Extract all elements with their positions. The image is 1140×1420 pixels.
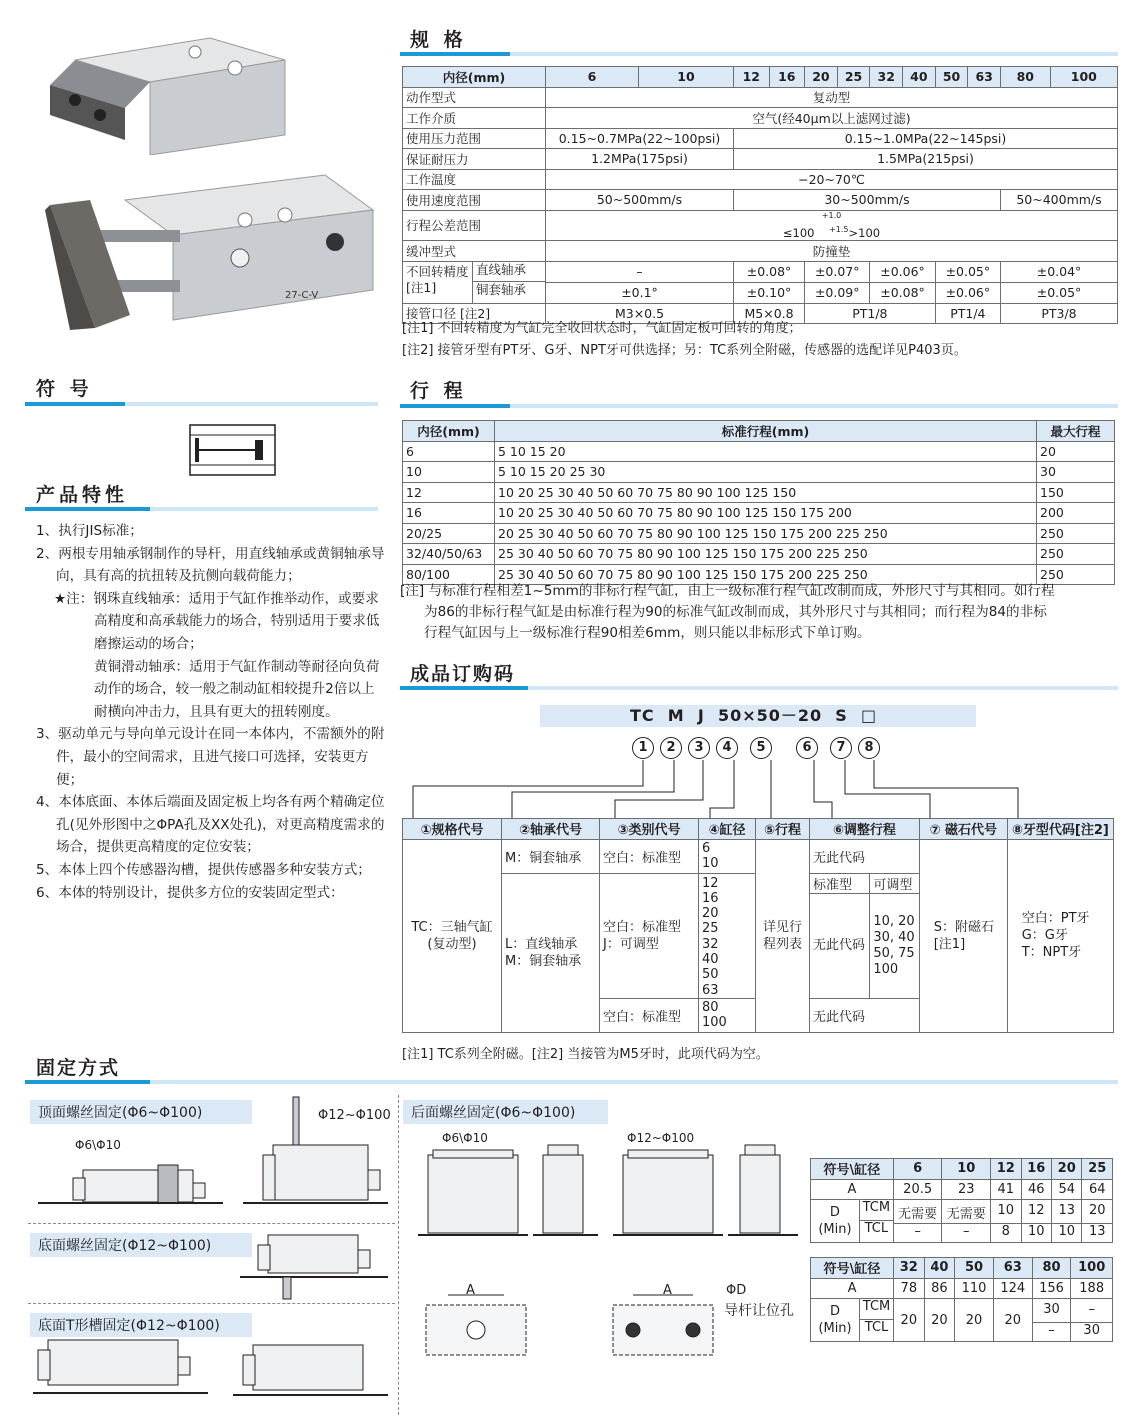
dim-label-a1: A xyxy=(466,1283,475,1298)
mount-underline xyxy=(25,1080,1118,1084)
code-number: 6 xyxy=(796,737,818,759)
mount-tslot-label: 底面T形槽固定(Φ12~Φ100) xyxy=(30,1313,252,1337)
order-row: 无此代码 10, 20 30, 40 50, 75 100 xyxy=(403,894,1114,999)
dim-label-a2: A xyxy=(663,1283,672,1298)
dim-label-guide-hole: 导杆让位孔 xyxy=(724,1303,794,1319)
mount-rear-label: 后面螺丝固定(Φ6~Φ100) xyxy=(403,1100,608,1124)
stroke-table xyxy=(402,420,1115,585)
stroke-row: 10 5 10 15 20 25 30 30 xyxy=(403,462,1115,483)
feature-note-bronze: 黄铜滑动轴承：适用于气缸作制动等耐径向负荷动作的场合，较一般之制动缸相较提升2倍以上耐横向冲击力，且具有更大的扭转刚度。 xyxy=(94,658,380,720)
cylinder-label: 27-C-V xyxy=(285,290,319,301)
feature-1: 1、执行JIS标准； xyxy=(36,523,143,539)
order-note: [注1] TC系列全附磁。[注2] 当接管为M5牙时，此项代码为空。 xyxy=(402,1047,769,1062)
code-number: 7 xyxy=(830,737,852,759)
stroke-row: 12 10 20 25 30 40 50 60 70 75 80 90 100 125 150 150 xyxy=(403,482,1115,503)
spec-table xyxy=(402,66,1118,324)
dim-label-rear-large: Φ12~Φ100 xyxy=(627,1131,695,1145)
stroke-row: 20/25 20 25 30 40 50 60 70 75 80 90 100 125 150 175 200 225 250 250 xyxy=(403,523,1115,544)
nonrot-label: 不回转精度[注1] xyxy=(403,262,473,303)
dim-label-top-small: Φ6\Φ10 xyxy=(75,1138,121,1152)
feature-5: 5、本体上四个传感器沟槽，提供传感器多种安装方式； xyxy=(36,861,371,878)
product-photo-small xyxy=(45,30,290,155)
spec-row-speed: 使用速度范围 50~500mm/s 30~500mm/s 50~400mm/s xyxy=(403,190,1118,211)
dim-row-a: A 78 86 110 124 156 188 xyxy=(811,1278,1113,1299)
spec-row-tolerance: 行程公差范围 $^{+1.0}$ ≤100 $^{+1.5}$>100 xyxy=(403,210,1118,241)
dim-label-rear-small: Φ6\Φ10 xyxy=(442,1131,488,1145)
stroke-heading: 行 程 xyxy=(410,380,467,402)
order-leader-lines xyxy=(400,758,1120,820)
dim-row-tcm: D (Min) TCM TCL 无需要 – 无需要 – 10 8 12 10 13 10 20 13 xyxy=(811,1200,1113,1243)
spec-header-row: 内径(mm) 6 10 12 16 20 25 32 40 50 63 80 100 xyxy=(403,67,1118,88)
order-heading: 成品订购码 xyxy=(410,663,516,685)
spec-row-action: 动作型式 复动型 xyxy=(403,87,1118,108)
symbol-underline xyxy=(25,402,378,406)
stroke-note-2: 为86的非标行程气缸是由标准行程为90的标准气缸改制而成，其外形尺寸与其相同；而行程为84的非标 xyxy=(424,604,1047,620)
feature-6: 6、本体的特别设计，提供多方位的安装固定型式： xyxy=(36,884,344,901)
stroke-underline xyxy=(400,404,1118,408)
dim-header-row: 符号\缸径 32 40 50 63 80 100 xyxy=(811,1258,1113,1279)
pneumatic-symbol xyxy=(185,420,285,480)
order-header-row: ①规格代号 ②轴承代号 ③类别代号 ④缸径 ⑤行程 ⑥调整行程 ⑦ 磁石代号 ⑧牙型代码[注2] xyxy=(403,819,1114,840)
stroke-row: 16 10 20 25 30 40 50 60 70 75 80 90 100 125 150 175 200 200 xyxy=(403,503,1115,524)
spec-row-pressure: 使用压力范围 0.15~0.7MPa(22~100psi) 0.15~1.0MPa(22~145psi) xyxy=(403,128,1118,149)
feature-4: 4、本体底面、本体后端面及固定板上均各有两个精确定位孔(见外形图中之ΦPA孔及XX处孔)，对更高精度需求的场合，提供更高精度的定位安装； xyxy=(36,794,385,856)
order-row: TC：三轴气缸(复动型) M：铜套轴承 空白：标准型 6 10 详见行程列表 无此代码 S：附磁石[注1] 空白：PT牙 G：G牙 T：NPT牙 xyxy=(403,839,1114,873)
order-row: L：直线轴承 M：铜套轴承 空白：标准型 J：可调型 12 16 20 25 32 40 50 63 标准型 可调型 xyxy=(403,873,1114,894)
spec-row-port: 接管口径 [注2] M3×0.5 M5×0.8 PT1/8 PT1/4 PT3/8 xyxy=(403,303,1118,324)
mount-heading: 固定方式 xyxy=(36,1057,121,1079)
code-number: 1 xyxy=(632,737,654,759)
spec-note-2: [注2] 接管牙型有PT牙、G牙、NPT牙可供选择；另：TC系列全附磁，传感器的选配详见P403页。 xyxy=(402,343,967,358)
spec-note-1: [注1] 不回转精度为气缸完全收回状态时，气缸固定板可回转的角度； xyxy=(402,321,802,336)
feature-note-linear: ★注：钢珠直线轴承：适用于气缸作推举动作，或要求高精度和高承载能力的场合，特别适用于要求低磨擦运动的场合； xyxy=(54,590,380,652)
dim-label-phi-d: ΦD xyxy=(726,1283,747,1298)
features-heading: 产品特性 xyxy=(36,484,129,506)
spec-row-proof: 保证耐压力 1.2MPa(175psi) 1.5MPa(215psi) xyxy=(403,149,1118,170)
mount-top-label: 顶面螺丝固定(Φ6~Φ100) xyxy=(30,1100,252,1124)
dim-table-1 xyxy=(810,1158,1113,1243)
stroke-header-row: 内径(mm) 标准行程(mm) 最大行程 xyxy=(403,421,1115,442)
spec-row-fluid: 工作介质 空气(经40μm以上滤网过滤) xyxy=(403,108,1118,129)
dim-d-min: D (Min) xyxy=(818,1205,852,1237)
symbol-heading: 符 号 xyxy=(36,378,93,400)
spec-heading: 规 格 xyxy=(410,29,467,51)
feature-3: 3、驱动单元与导向单元设计在同一本体内，不需额外的附件，最小的空间需求，且进气接口可选择，安装更方便； xyxy=(36,726,385,788)
dim-header-row: 符号\缸径 6 10 12 16 20 25 xyxy=(811,1159,1113,1180)
stroke-note-1: [注] 与标准行程相差1~5mm的非标行程气缸，由上一级标准行程气缸改制而成，外形尺寸与其相同。如行程 xyxy=(400,583,1055,599)
spec-row-bronze: ±0.1° ±0.10° ±0.09° ±0.08° ±0.06° ±0.05° xyxy=(403,282,1118,303)
order-table xyxy=(402,818,1114,1033)
code-number: 3 xyxy=(688,737,710,759)
spec-row-linear: 不回转精度[注1] 直线轴承 铜套轴承 – ±0.08° ±0.07° ±0.06° ±0.05° ±0.04° xyxy=(403,261,1118,282)
spec-row-temp: 工作温度 −20~70℃ xyxy=(403,169,1118,190)
dim-label-top-large: Φ12~Φ100 xyxy=(318,1108,391,1123)
order-row: 空白：标准型 80 100 无此代码 xyxy=(403,998,1114,1032)
stroke-row: 6 5 10 15 20 20 xyxy=(403,441,1115,462)
order-underline xyxy=(400,686,1118,690)
spec-underline xyxy=(400,52,1118,56)
dim-row-a: A 20.5 23 41 46 54 64 xyxy=(811,1179,1113,1200)
stroke-row: 32/40/50/63 25 30 40 50 60 70 75 80 90 100 125 150 175 200 225 250 250 xyxy=(403,544,1115,565)
feature-2: 2、两根专用轴承钢制作的导杆，用直线轴承或黄铜轴承导向，具有高的抗扭转及抗侧向载荷能力； xyxy=(36,545,385,585)
code-number: 2 xyxy=(660,737,682,759)
stroke-row: 80/100 25 30 40 50 60 70 75 80 90 100 125 150 175 200 225 250 250 xyxy=(403,564,1115,585)
mount-drawings xyxy=(28,1095,803,1420)
code-number: 4 xyxy=(716,737,738,759)
dim-table-2 xyxy=(810,1257,1113,1342)
order-code-numbers xyxy=(632,736,886,759)
dim-row-tcm: D (Min) TCM TCL 20 20 20 20 30 – – 30 xyxy=(811,1299,1113,1342)
spec-row-cushion: 缓冲型式 防撞垫 xyxy=(403,241,1118,262)
code-number: 8 xyxy=(858,737,880,759)
features-underline xyxy=(25,507,378,511)
stroke-note-3: 行程气缸因与上一级标准行程90相差6mm，则只能以非标形式下单订购。 xyxy=(424,625,871,641)
code-number: 5 xyxy=(750,737,772,759)
mount-bottom-label: 底面螺丝固定(Φ12~Φ100) xyxy=(30,1233,252,1257)
product-photo-large xyxy=(45,170,375,330)
order-code: TC M J 50×50－20 S □ xyxy=(630,706,878,725)
features-list xyxy=(36,520,386,904)
